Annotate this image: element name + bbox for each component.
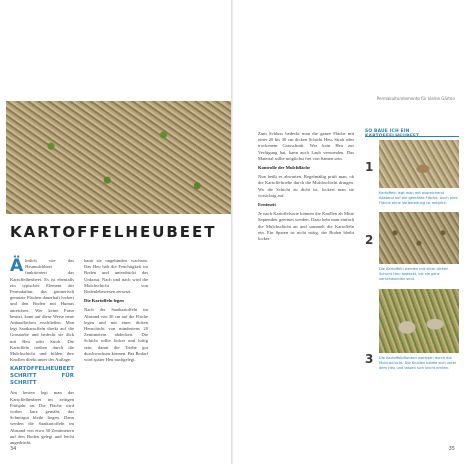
drop-cap: Ä (10, 256, 24, 276)
sidebar-title: SO BAUE ICH EIN (365, 129, 410, 134)
step-number-3: 3 (365, 352, 374, 366)
body-paragraph: Am besten legt man das Kartoffelheubeet im zeitigen Frühjahr an. Die Fläche wird vorher kurz gemäht, das Schnittgut bleibt liegen. Dann werden die Saatkartoffeln im Abstand von etwa 30 Zentimetern auf den Boden gelegt und leicht angedrückt. (10, 390, 74, 446)
page-title: KARTOFFELHEUBEET (10, 223, 217, 241)
potato-field-photo (6, 101, 231, 214)
text-column-1 (10, 256, 74, 446)
body-paragraph: Je nach Kartoffelsorte können die Knollen ab Mitte September geerntet werden. Dazu hebt man einfach die Mulchschicht an und sammelt die Kartoffeln ein. Ein Spaten ist nicht nötig, der Boden bleibt locker. (258, 211, 354, 242)
body-paragraph: Zum Schluss bedeckt man die ganze Fläche mit einer 20 bis 30 cm dicken Schicht Heu, Stroh oder trockenem Grasschnitt. Wer kein Heu zur Verfügung hat, kann auch Laub verwenden. Das Material sollte möglichst frei von Samen sein. (258, 131, 354, 161)
step-2-photo (379, 212, 459, 264)
intro-text: hnlich wie das Heumulchbeet funktioniert das Kartoffelheubeet. Es ist ebenfalls ein typisches Element der Permakultur, das gärtnerisch genutzte Flächen dauerhaft lockert und den Boden mit Humus anreichert. Wer keine Fräse besitzt, kann auf diese Weise neue Anbauflächen erschließen. Man legt Saatkartoffeln direkt auf die Grasnarbe und bedeckt sie dick mit Heu oder Stroh. Die Kartoffeln treiben durch die Mulchschicht und bilden ihre Knollen direkt unter der Auflage. (10, 258, 74, 363)
sidebar-divider (365, 136, 459, 137)
text-column-3 (258, 131, 354, 439)
page-number-left: 34 (10, 446, 17, 452)
subheading-legen: Die Kartoffeln legen (84, 298, 124, 304)
running-head: Permakulturelemente für kleine Gärten (376, 96, 455, 101)
section-heading-steps: KARTOFFELHEUBEET SCHRITT FÜR SCHRITT (10, 366, 74, 387)
step-number-1: 1 (365, 160, 374, 174)
page-gutter (231, 0, 233, 464)
body-paragraph: Nun heißt es abwarten. Regelmäßig prüft man, ob die Kartoffeltriebe durch die Mulchschicht dringen. Wo die Schicht zu dicht ist, lockert man sie vorsichtig auf. (258, 174, 354, 198)
step-1-caption: Kartoffeln legt man mit ausreichend Abstand auf die gemähte Fläche. Auch eine Fläche ohne Vorbereitung ist möglich. (379, 191, 458, 205)
page-number-right: 35 (448, 446, 455, 452)
text-column-2 (84, 258, 148, 442)
intro-paragraph (10, 258, 74, 363)
subheading-ernte: Ernteseit (258, 202, 276, 208)
step-1-photo (379, 140, 459, 188)
step-number-2: 2 (365, 233, 374, 247)
step-2-caption: Die Kartoffeln werden mit einer dicken Schicht Heu bedeckt, bis sie ganz verschwunden sind. (379, 267, 449, 281)
body-paragraph: kann sie ungehindert wachsen. Das Heu hält die Feuchtigkeit im Boden und unterdrückt das Unkraut. Nach und nach wird die Mulchschicht von Bodenlebewesen zersetzt. (84, 258, 148, 295)
step-3-photo (379, 289, 459, 353)
step-3-caption: Die Kartoffelpflanzen wachsen durch die Mulchschicht. Die Knollen bilden sich unter dem Heu und lassen sich leicht ernten. (379, 356, 457, 370)
subheading-kontrolle: Kontrolle der Mulchfläche (258, 165, 311, 171)
body-paragraph: Nach der Saatkartoffeln im Abstand von 30 cm auf die Fläche legen und mit einer dicken Heuschicht von mindestens 20 Zentimetern abdecken. Die Schicht sollte locker und luftig sein, damit die Triebe gut durchwachsen können. Bei Bedarf wird später Heu nachgelegt. (84, 307, 148, 363)
